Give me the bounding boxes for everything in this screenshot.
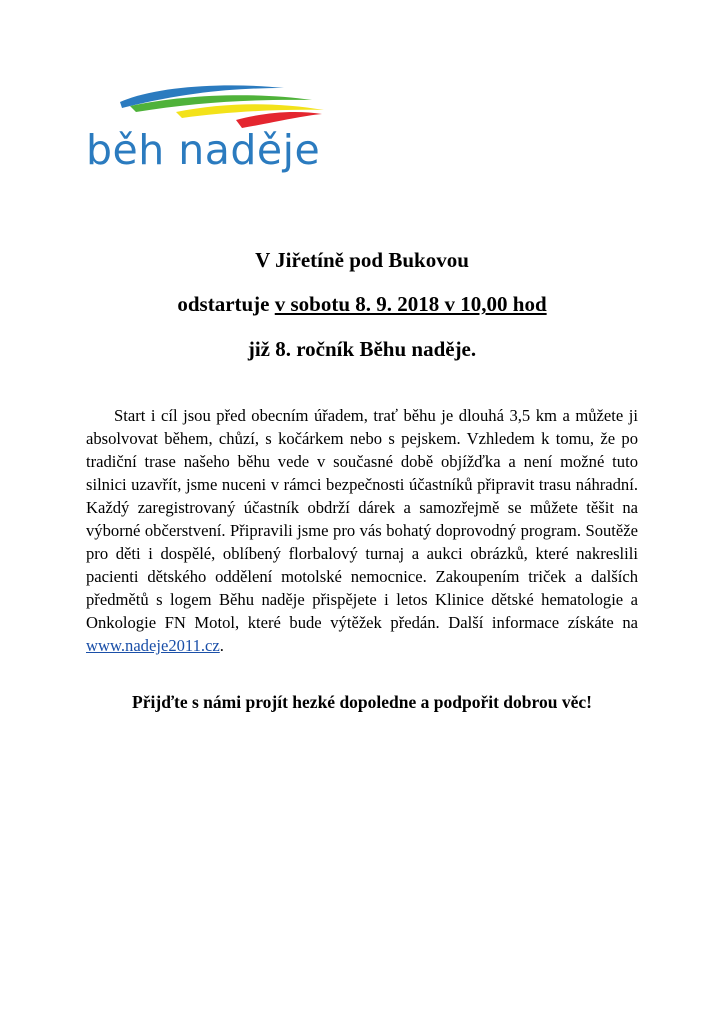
heading-start-prefix: odstartuje [177, 292, 275, 316]
heading-start-time [0, 294, 724, 315]
event-description-end: . [219, 636, 224, 655]
heading-edition: již 8. ročník Běhu naděje. [247, 337, 477, 361]
event-description [86, 404, 638, 657]
heading-location: V Jiřetíně pod Bukovou [255, 248, 469, 272]
logo-swooshes-icon [116, 82, 336, 132]
closing-invitation: Přijďte s námi projít hezké dopoledne a podpořit dobrou věc! [132, 692, 592, 712]
event-description-text: Start i cíl jsou před obecním úřadem, trať běhu je dlouhá 3,5 km a můžete ji absolvovat během, chůzí, s kočárkem nebo s pejskem. Vzhledem k tomu, že po tradiční trase našeho běhu vede v současné době objížďka a není možné tuto silnici uzavřít, jsme nuceni v rámci bezpečnosti účastníků připravit trasu náhradní. Každý zaregistrovaný účastník obdrží dárek a samozřejmě se můžete těšit na výborné občerstvení. Připravili jsme pro vás bohatý doprovodný program. Soutěže pro děti i dospělé, oblíbený florbalový turnaj a aukci obrázků, které nakreslili pacienti dětského oddělení motolské nemocnice. Zakoupením triček a dalších předmětů s logem Běhu naděje přispějete i letos Klinice dětské hematologie a Onkologie FN Motol, které bude výtěžek předán. Další informace získáte na [86, 406, 638, 632]
website-link[interactable]: www.nadeje2011.cz [86, 636, 220, 655]
heading-date-time: v sobotu 8. 9. 2018 v 10,00 hod [274, 292, 547, 316]
beh-nadeje-logo [86, 82, 336, 192]
logo-text: běh naděje [86, 126, 321, 174]
